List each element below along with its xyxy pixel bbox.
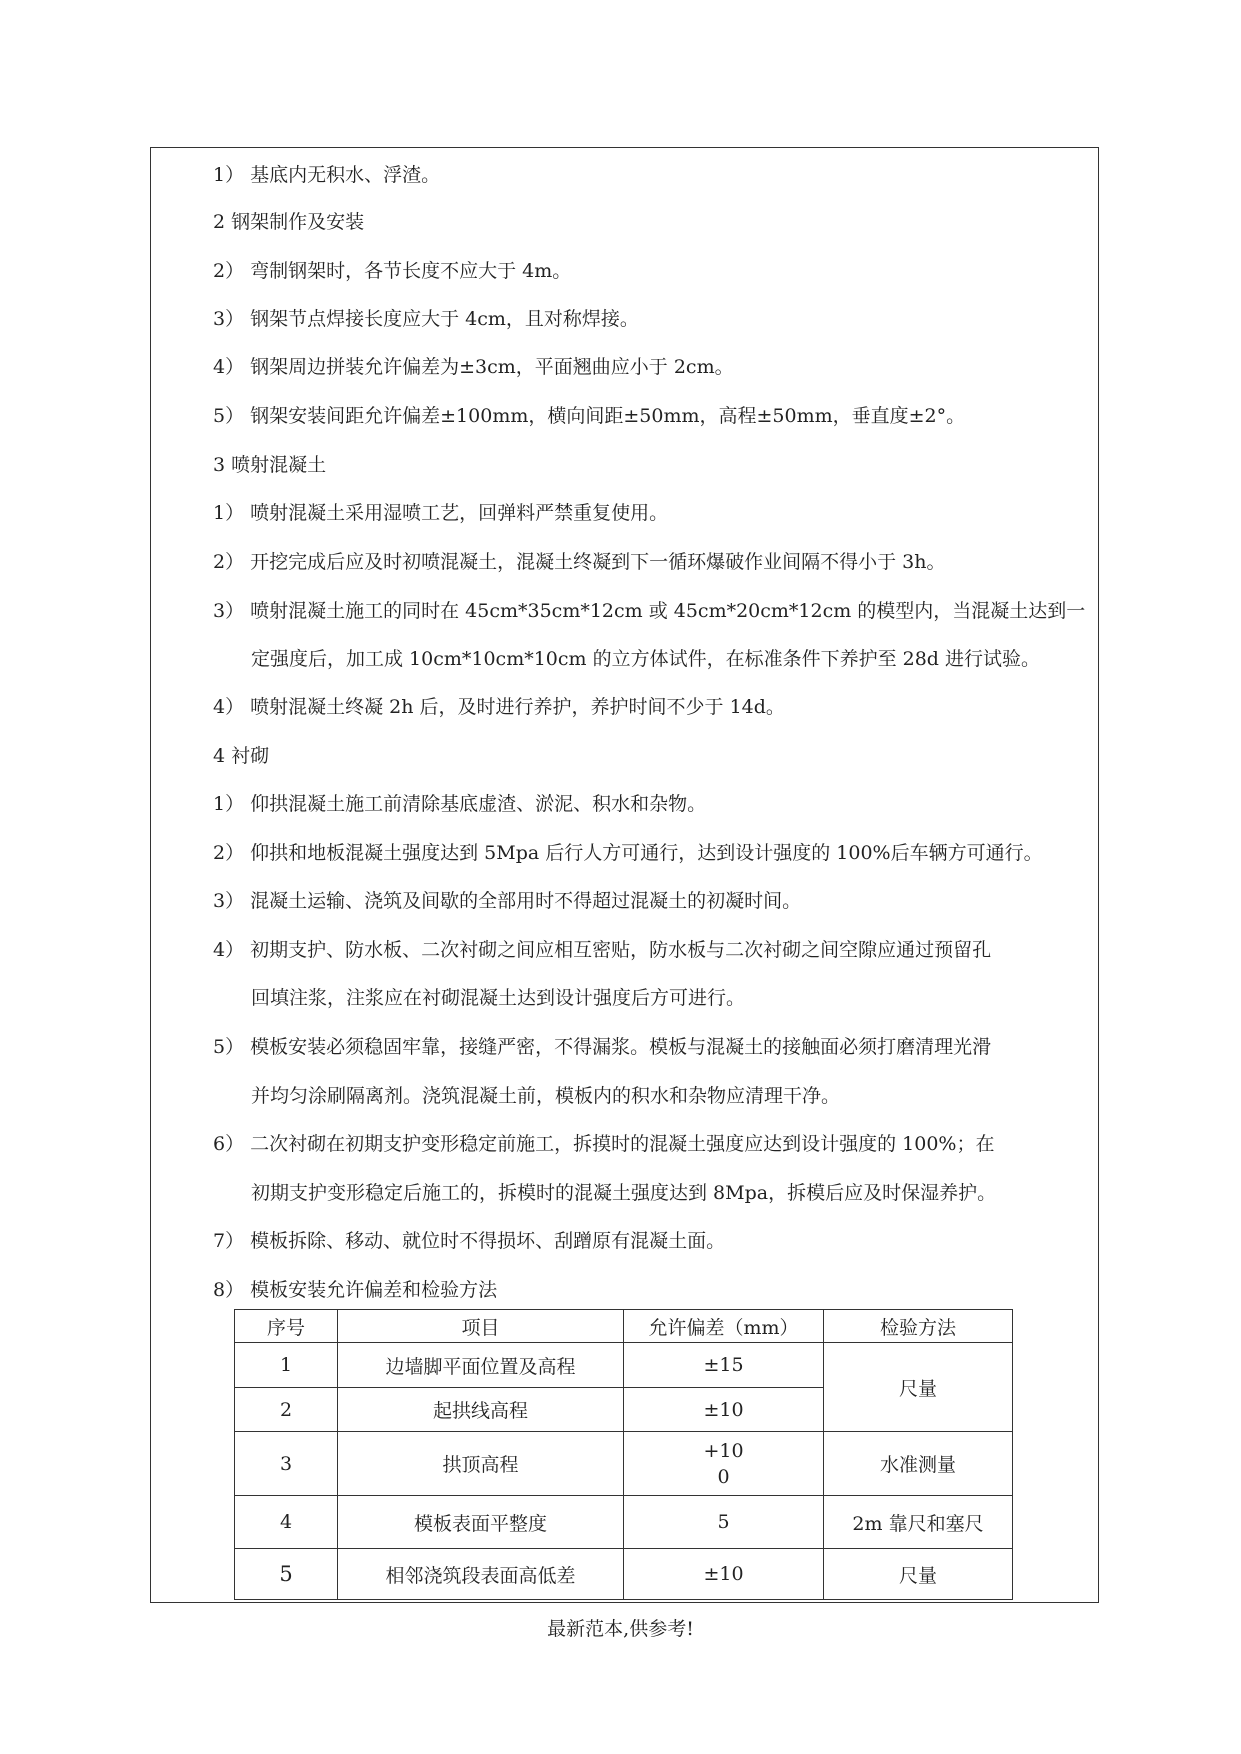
text-line: 回填注浆，注浆应在衬砌混凝土达到设计强度后方可进行。 (251, 987, 746, 1009)
footer-note: 最新范本,供参考! (547, 1618, 694, 1640)
text-line: 初期支护变形稳定后施工的，拆模时的混凝土强度达到 8Mpa，拆模后应及时保湿养护。 (251, 1182, 997, 1204)
header-no: 序号 (235, 1310, 338, 1343)
text-line: 2） 弯制钢架时，各节长度不应大于 4m。 (213, 260, 572, 282)
text-line: 5） 模板安装必须稳固牢靠，接缝严密，不得漏浆。模板与混凝土的接触面必须打磨清理光滑 (213, 1036, 992, 1058)
row-item: 相邻浇筑段表面高低差 (338, 1549, 624, 1600)
tolerance-table (234, 1309, 1013, 1600)
row-item: 起拱线高程 (338, 1388, 624, 1432)
table-row (235, 1343, 1013, 1388)
section-heading: 4 衬砌 (213, 745, 270, 767)
text-line: 1） 基底内无积水、浮渣。 (213, 164, 441, 186)
text-line: 5） 钢架安装间距允许偏差±100mm，横向间距±50mm，高程±50mm，垂直度±2°。 (213, 405, 966, 427)
row-method: 2m 靠尺和塞尺 (824, 1496, 1013, 1549)
row-tolerance (624, 1432, 824, 1496)
header-method: 检验方法 (824, 1310, 1013, 1343)
section-heading: 2 钢架制作及安装 (213, 211, 365, 233)
header-item: 项目 (338, 1310, 624, 1343)
text-line: 4） 钢架周边拼装允许偏差为±3cm，平面翘曲应小于 2cm。 (213, 356, 734, 378)
text-line: 7） 模板拆除、移动、就位时不得损坏、刮蹭原有混凝土面。 (213, 1230, 726, 1252)
row-no: 3 (235, 1432, 338, 1496)
row-item: 边墙脚平面位置及高程 (338, 1343, 624, 1388)
text-line: 2） 开挖完成后应及时初喷混凝土，混凝土终凝到下一循环爆破作业间隔不得小于 3h。 (213, 551, 946, 573)
text-line: 定强度后，加工成 10cm*10cm*10cm 的立方体试件，在标准条件下养护至 28d 进行试验。 (251, 648, 1041, 670)
row-tolerance: ±15 (624, 1343, 824, 1388)
text-line: 8） 模板安装允许偏差和检验方法 (213, 1279, 498, 1301)
table-header-row (235, 1310, 1013, 1343)
header-tolerance: 允许偏差（mm） (624, 1310, 824, 1343)
row-tolerance: ±10 (624, 1388, 824, 1432)
text-line: 3） 钢架节点焊接长度应大于 4cm，且对称焊接。 (213, 308, 639, 330)
text-line: 3） 混凝土运输、浇筑及间歇的全部用时不得超过混凝土的初凝时间。 (213, 890, 802, 912)
row-item: 模板表面平整度 (338, 1496, 624, 1549)
row-no: 1 (235, 1343, 338, 1388)
row-method: 尺量 (824, 1343, 1013, 1432)
text-line: 并均匀涂刷隔离剂。浇筑混凝土前，模板内的积水和杂物应清理干净。 (251, 1085, 841, 1107)
tolerance-lower: 0 (717, 1465, 730, 1488)
text-line: 4） 初期支护、防水板、二次衬砌之间应相互密贴，防水板与二次衬砌之间空隙应通过预留孔 (213, 939, 992, 961)
tolerance-upper: +10 (703, 1439, 744, 1462)
text-line: 4） 喷射混凝土终凝 2h 后，及时进行养护，养护时间不少于 14d。 (213, 696, 785, 718)
row-tolerance: ±10 (624, 1549, 824, 1600)
row-tolerance: 5 (624, 1496, 824, 1549)
row-no: 5 (235, 1549, 338, 1600)
text-line: 1） 仰拱混凝土施工前清除基底虚渣、淤泥、积水和杂物。 (213, 793, 707, 815)
section-heading: 3 喷射混凝土 (213, 454, 327, 476)
row-method: 尺量 (824, 1549, 1013, 1600)
text-line: 2） 仰拱和地板混凝土强度达到 5Mpa 后行人方可通行，达到设计强度的 100%后车辆方可通行。 (213, 842, 1043, 864)
table-row (235, 1496, 1013, 1549)
row-no: 4 (235, 1496, 338, 1549)
row-method: 水准测量 (824, 1432, 1013, 1496)
text-line: 3） 喷射混凝土施工的同时在 45cm*35cm*12cm 或 45cm*20cm*12cm 的模型内，当混凝土达到一 (213, 600, 1086, 622)
text-line: 6） 二次衬砌在初期支护变形稳定前施工，拆摸时的混凝土强度应达到设计强度的 100%；在 (213, 1133, 995, 1155)
table-row (235, 1432, 1013, 1496)
row-item: 拱顶高程 (338, 1432, 624, 1496)
row-no: 2 (235, 1388, 338, 1432)
text-line: 1） 喷射混凝土采用湿喷工艺，回弹料严禁重复使用。 (213, 502, 669, 524)
table-row (235, 1549, 1013, 1600)
